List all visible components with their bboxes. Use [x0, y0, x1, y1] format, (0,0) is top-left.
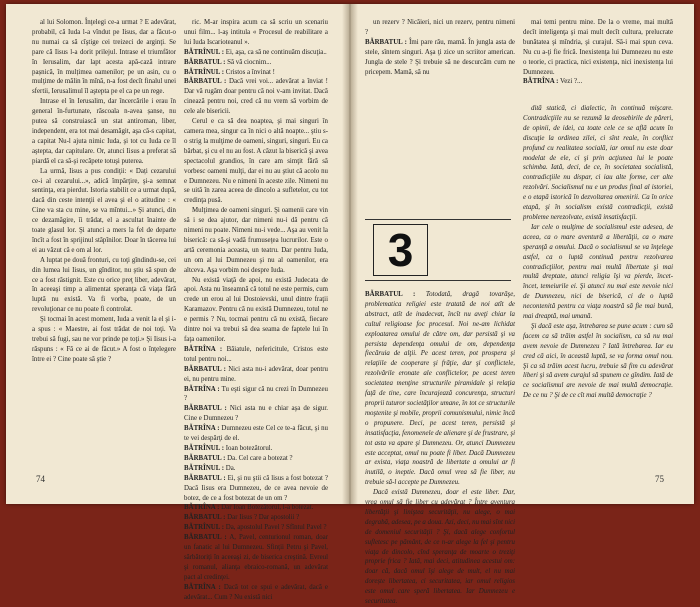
- paragraph-text: A luptat pe două fronturi, cu toţi gîndindu-se, cei din lumea lui Iisus, un gînditor, nu ştiu să spun de ce a fost răstignit. Este cu orice preţ liber, adevărat, în aceeaşi timp a alimentat speranţa că viaţa fără luptă nu există. Va fi vorba, poate, de un revoluţionar ce nu poate fi controlat.: [32, 256, 176, 314]
- speaker-name: BĂTRÎNA :: [184, 583, 221, 591]
- dialogue-line: [184, 464, 328, 474]
- paragraph-text: Ei, şi nu ştii că lisus a fost botezat ? Dacă Iisus era Dumnezeu, de ce avea nevoie de botez, de ce a fost botezat de un om ?: [184, 474, 328, 502]
- paragraph-text: Dumnezeu este Cel ce te-a făcut, şi nu te vei despărţi de el.: [184, 425, 328, 443]
- speaker-name: BĂTRÎNA :: [523, 78, 559, 86]
- dialogue-line: [184, 533, 328, 583]
- speaker-name: BĂRBATUL :: [184, 78, 227, 86]
- speaker-name: BĂRBATUL :: [365, 38, 407, 46]
- paragraph-text: Băiatule, nefericitule, Cristos este totul pentru noi...: [184, 345, 329, 363]
- paragraph-text: al lui Solomon. Înţelegi ce-a urmat ? E adevărat, probabil, că Iuda l-a vîndut pe Iisus, dar a făcut-o nu numai ca să cîştige cei treizeci de arginţi. Se pare că Iisus l-a dorit prilejul. Intrase el triumfător în Ierusalim, dar lapt acesta apă-cază intrare pașnică, în mulțimea oamenilor; pe un asin, cu o mulţime de mălin în mînă, n-a fost decît finalul unei sfertii, Ierusalimul îl aştepta pe el ca pe un rege.: [32, 19, 176, 96]
- dialogue-line: [184, 513, 328, 523]
- paragraph: [184, 206, 328, 275]
- speaker-name: BĂTRÎNA :: [184, 345, 223, 353]
- paragraph-text: Nici asta nu e chiar aşa de sigur. Cine e Dumnezeu ?: [184, 405, 329, 423]
- paragraph-text: Dacă vrei voi... adevărat a înviat ! Dar vă rugăm doar pentru că noi v-am invitat. Dacă cinează pentru noi, cred că nu vrem să vorbim de cele ale bisericii.: [184, 78, 328, 116]
- paragraph: [32, 315, 176, 365]
- speaker-name: BĂRBATUL :: [184, 534, 227, 542]
- paragraph-text: Da.: [225, 464, 236, 472]
- speaker-name: BĂTRÎNUL :: [184, 464, 225, 472]
- paragraph-text: Cerul e ca să dea noaptea, şi mai singuri în camera mea, singur ca în nici o altă noapte... ştiu s-o strig la mulţime de oameni, singuri, singuri. Eu ca bărbat, şi cu el nu au fost. A căzut la biserică şi avea spectacolul grandios, în care am simţit fără să vorbesc oameni mulţi, dar ei nu au ştiut că acolo nu e Dumnezeu. Nu e nimeni în aceste zile. Nimeni nu se uită în zarea aceea de dincolo a sufletelor, cu tot credinţa pusă.: [184, 118, 328, 205]
- speaker-name: BĂTRÎNA :: [184, 504, 220, 512]
- dialogue-line: [184, 523, 328, 533]
- dialogue-line: [184, 385, 328, 405]
- chapter-number: 3: [373, 224, 428, 276]
- speaker-name: BĂRBATUL :: [184, 58, 226, 66]
- dialogue-line: [184, 474, 328, 504]
- left-page-column-2: [184, 18, 329, 601]
- dialogue-line: [184, 58, 328, 68]
- speaker-name: BĂRBATUL :: [365, 291, 416, 298]
- dialogue-line: [184, 424, 328, 444]
- paragraph-text: ric. M-ar inspira acum ca să scriu un scenariu unui film... l-aş intitula « Procesul de reabilitare a lui Iuda Iscarioteanul ».: [184, 19, 328, 46]
- paragraph-text: un rezerv ? Nicăieri, nici un rezerv, pentru nimeni ?: [365, 19, 515, 36]
- paragraph: [184, 117, 328, 206]
- paragraph-text: Ei, aşa, ca să ne continuăm discuţia..: [225, 48, 327, 56]
- speaker-name: BĂTRÎNUL :: [184, 68, 225, 76]
- paragraph: [32, 18, 176, 97]
- paragraph-text: Intrase el în Ierusalim, dar încercările i erau în general în-furtunate, răscoala n-avea șanse, nu putea să construiască un stat antiroman, liber, independent, era tot mai desamăgit, aşa că-s capitat, a capitat Nu-l ajuta nimic Iuda, şi tot cu Iuda ce îl aştepta, dar capitulare. Or, atunci Iisus a preferat să piardă el ca să-şi recăpete totuşi puterea.: [32, 98, 176, 165]
- speaker-name: BĂTRÎNUL :: [184, 444, 225, 452]
- dialogue-line: [184, 583, 328, 603]
- speaker-name: BĂTRÎNUL :: [184, 48, 225, 56]
- right-page-number: 75: [655, 474, 664, 484]
- speaker-name: BĂRBATUL :: [184, 365, 226, 373]
- paragraph-text: Da. Cel care a botezat ?: [227, 454, 293, 462]
- paragraph-text: Mulţimea de oameni singuri. Şi oamenii care vin să i se dea ajutor, dar nimeni nu-i dă pentru că nimeni nu poate. Nimeni nu-i vede... Aşa au venit la biserică: ca să-şi vadă frumuseţea lucrurilor. Este o artă ceremonia aceasta, un teatru. Dar pentru Iuda, un om al lui Dumnezeu şi nu al oamenilor, era altceva. Aşa vorbim noi despre Iuda.: [184, 207, 328, 274]
- right-page-column-1-top: [365, 18, 515, 94]
- paragraph: [184, 18, 328, 48]
- paragraph-text: Să vă ciocnim...: [227, 58, 272, 66]
- right-page: [351, 4, 694, 606]
- paragraph-text: Nu există viaţă de apoi, nu există Judecata de apoi. Asta nu înseamnă că totul ne este permis, cum crede un erou al lui Dostoievski, unul dintre fraţii Karamazov. Pentru că nu există Dumnezeu, totul ne e permis ? Nu, tocmai pentru că nu există, fiecare dintre noi va trebui să dea seama de faptele lui în faţa oamenilor.: [184, 276, 328, 343]
- left-page: [6, 4, 349, 601]
- paragraph-text: Ioan botezătorul.: [225, 444, 273, 452]
- paragraph-text: Îmi pare rău, mamă. În jungla asta de stele, sîntem singuri. Aşa ţi zice un scriitor american. Jungla de stele ? Şi trebuie să ne descurcăm cum ne pricepem. Mamă, să nu: [365, 38, 515, 76]
- paragraph: [523, 322, 673, 401]
- paragraph: [523, 104, 673, 223]
- paragraph-text: Dar Iisus ? Dar apostolii ?: [227, 514, 300, 522]
- dialogue-line: [184, 503, 328, 513]
- paragraph-text: A, Pavel, centurionul roman, doar un fanatic al lui Dumnezeu. Sfinţii Petru şi Pavel, sărbătoriţi în aceeaşi zi, de biserica creştină. Evreul şi romanul, alianţa ebraico-romană, un adevărat pact al credinţei.: [184, 534, 329, 581]
- speaker-name: BĂTRÎNA :: [184, 425, 220, 433]
- dialogue-line: [184, 365, 328, 385]
- dialogue-line: [184, 444, 328, 454]
- dialogue-line: [184, 68, 328, 78]
- dialogue-line: [184, 404, 328, 424]
- paragraph-text: La urmă, Iisus a pus condiţii: « Dați cezarului ce-i al cezarului...», adică împărţire, şi-a semnat sentinţa, era pierdut. Istoria stabilit ce a urmat după, dacă din ceste intenţii el avea şi el o atitudine : « Cine va sta cu mine, se va mîntui...» Şi atunci, din ce dezamăgire, îi trădat, el a ascultat înainte de toate glasul lor. Şi atunci a mers la fel de departe încît a fost în sprijinul stăpînilor. Doar în tăcerea lui ei au văzut că e om al lor.: [32, 167, 176, 254]
- book-gutter: [342, 4, 358, 504]
- speaker-name: BĂTRÎNA :: [184, 385, 220, 393]
- paragraph-text: Dar Ioan Botezătorul, l-a botezat.: [221, 504, 314, 512]
- dialogue-line: [184, 77, 328, 117]
- right-page-column-2-bottom: [523, 104, 673, 480]
- paragraph: [365, 18, 515, 38]
- dialogue-line: [184, 48, 328, 58]
- paragraph-text: mai temi pentru mine. De la o vreme, mai multă decît inteligenţa şi mai mult decît cultura, prelucrate bunătatea şi mîndria, şi curajul. Să-i mai spun ceva. Nu cu a-ţi fie frică. Inexistenţa lui Dumnezeu nu este o teorie, ci practica, nici existenţa, nici inexistenţa lui Dumnezeu.: [523, 19, 673, 76]
- paragraph-text: Nici asta nu-i adevărat, doar pentru ei, nu pentru mine.: [184, 365, 328, 383]
- paragraph-text: Cristos a învinat !: [225, 68, 275, 76]
- speaker-name: BĂRBATUL :: [184, 514, 226, 522]
- paragraph-text: Şi tocmai în acest moment, Iuda a venit la el şi i-a spus : « Maestre, ai fost trădat de noi toţi. Va trebui să fugi, sau ne vor prinde pe toţi.» Şi Iisus i-a răspuns : « Fă ce ai de făcut.» A fost o înţelegere între ei ? Cine poate să ştie ?: [32, 316, 176, 363]
- paragraph-text: Tu eşti sigur că nu crezi în Dumnezeu ?: [184, 385, 328, 403]
- dialogue-line: [523, 77, 673, 87]
- speaker-name: BĂTRÎNUL :: [184, 524, 225, 532]
- paragraph-text: Vezi ?...: [560, 78, 583, 86]
- right-page-column-2-top: [523, 18, 673, 94]
- paragraph: [32, 167, 176, 256]
- speaker-name: BĂRBATUL :: [184, 405, 227, 413]
- paragraph-text: Totodată, dragă tovarăşe, problematica religiei este tratată de noi atît de abstract, atît de inadecvat, încît nu aveţi chiar la cultul religioase foc procesul. Noi ne-am lichidat exploatarea omului de către om, dar persistă şi va persista dependenţa omului de om, dependenţa fiecăruia de alţii. Pe acest teren, pot prospera şi relaţiile de cooperare şi frăţie, dar şi conflictele, rezolvările eronate ale conflictelor, pe acest teren societatea menţine structurile piramidale şi relaţia față de tine, care încurajează concurenţa, structuri proprii tuturor societăţilor umane, în tot ce structurile moştenite şi mobile, proprii comunismului, nimic încă o propunere. Deci, pe acest teren, persistă şi insatisfacţia, fenomenele de alienare şi de frustrare, şi tot asta va apare şi Dumnezeu. Or, atunci Dumnezeu este acceptat, omul nu poate fi liber. Dacă Dumnezeu ar exista, viaţa noastră de libertate a omului ar fi inutilă, o ineptie. Dacă omul vrea să fie liber, nu trebuie să-l accepte pe Dumnezeu.: [365, 291, 515, 487]
- dialogue-line: [365, 38, 515, 78]
- paragraph-text: dită statică, ci dialectic, în continuă mişcare. Contradicţiile nu se rezumă la deosebirile de păreri, de opinii, de idei, ca toate cele ce se află acum în discuţie la ordinea zilei, ci sînt reale, în conflict profund cu realitatea socială, iar omul nu este doar modelat de ele, ci şi prin acţiunea lui le poate schimba. Iată, deci, de ce, în societatea socialistă, contradicţiile nu dispar, ci iau alte forme, cer alte rezolvări. Socialismul nu e un produs final al istoriei, e o etapă istorică în dezvoltarea omenirii. Ca în orice etapă, şi în socialism există contradicţii, există probleme nerezolvate, există insatisfacţii.: [523, 105, 673, 221]
- paragraph: [523, 223, 673, 322]
- paragraph-text: Iar cele o mulţime de socialismul este adesea, de aceea, ca o mare aventură a libertăţii, ca o mare speranţă a omului. Dacă o socialismul se va înţelege astfel, ca o luptă continuă pentru rezolvarea contradicţiilor, pentru mai multă libertate şi mai multă dreptate, atunci religia îşi va pierde, încet-încet, temeiurile ei. Şi atunci nu mai este nevoie nici de Dumnezeu, nici de biserică, ci de o luptă necontenită pentru ca viaţa noastră să fie mai bună, mai dreaptă, mai umană.: [523, 223, 673, 321]
- paragraph: [32, 97, 176, 166]
- paragraph-text: Şi dacă este aşa, întrebarea se pune acum : cum să facem ca să trăim astfel în socialism, ca să nu mai avem nevoie de Dumnezeu ? Iată întrebarea. Iar eu cred că aici, în această luptă, se va forma omul nou. Şi ca să trăim acest lucru, trebuie să fim cu adevărat liberi şi să avem curajul să spunem ce gîndim. Iată de ce socialismul are nevoie de mai multă democraţie. De ce nu ? Şi de ce cît mai multă democraţie ?: [523, 322, 673, 400]
- right-page-column-1-bottom: [365, 290, 515, 606]
- paragraph: [523, 18, 673, 77]
- dialogue-line: [184, 454, 328, 464]
- left-page-column-1: [32, 18, 176, 480]
- chapter-rule-bottom: [365, 280, 511, 281]
- speaker-name: BĂRBATUL :: [184, 474, 226, 482]
- dialogue-line: [184, 345, 328, 365]
- book-spread: [6, 4, 694, 606]
- paragraph: [365, 488, 515, 607]
- paragraph-text: Dacă tot ce spui e adevărat, dacă e adevărat... Cum ? Nu există nici: [184, 583, 328, 601]
- paragraph-text: Dacă există Dumnezeu, doar el este liber. Dar, vrea omul să fie liber cu adevărat ? Între aventura libertăţii şi liniştea securităţii, nu alege, o mai degrabă, adesea, pe a doua. Azi, deci, nu mai sînt nici de domeniul securităţii ? Şi, dacă alege confortul sufletesc pe pământ, de ce n-ar alege la fel şi pentru viaţa de dincolo, cînd speranţa de moarte o treziţi proprie frica ? Iată, mai deci, atitudinea acestui om: doar că, dacă omul îşi alege de mult, el nu mai dorește libertatea, ci securitatea, iar omul religios este omul care speră libertatea. Iar Dumnezeu e securitatea.: [365, 489, 515, 606]
- paragraph-text: Da, apostolul Pavel ? Sfîntul Pavel ?: [225, 524, 327, 532]
- paragraph: [32, 256, 176, 315]
- speaker-name: BĂRBATUL :: [184, 454, 226, 462]
- dialogue-line: [365, 290, 515, 488]
- paragraph: [184, 276, 328, 345]
- left-page-number: 74: [36, 474, 45, 484]
- chapter-rule-top: [365, 219, 511, 220]
